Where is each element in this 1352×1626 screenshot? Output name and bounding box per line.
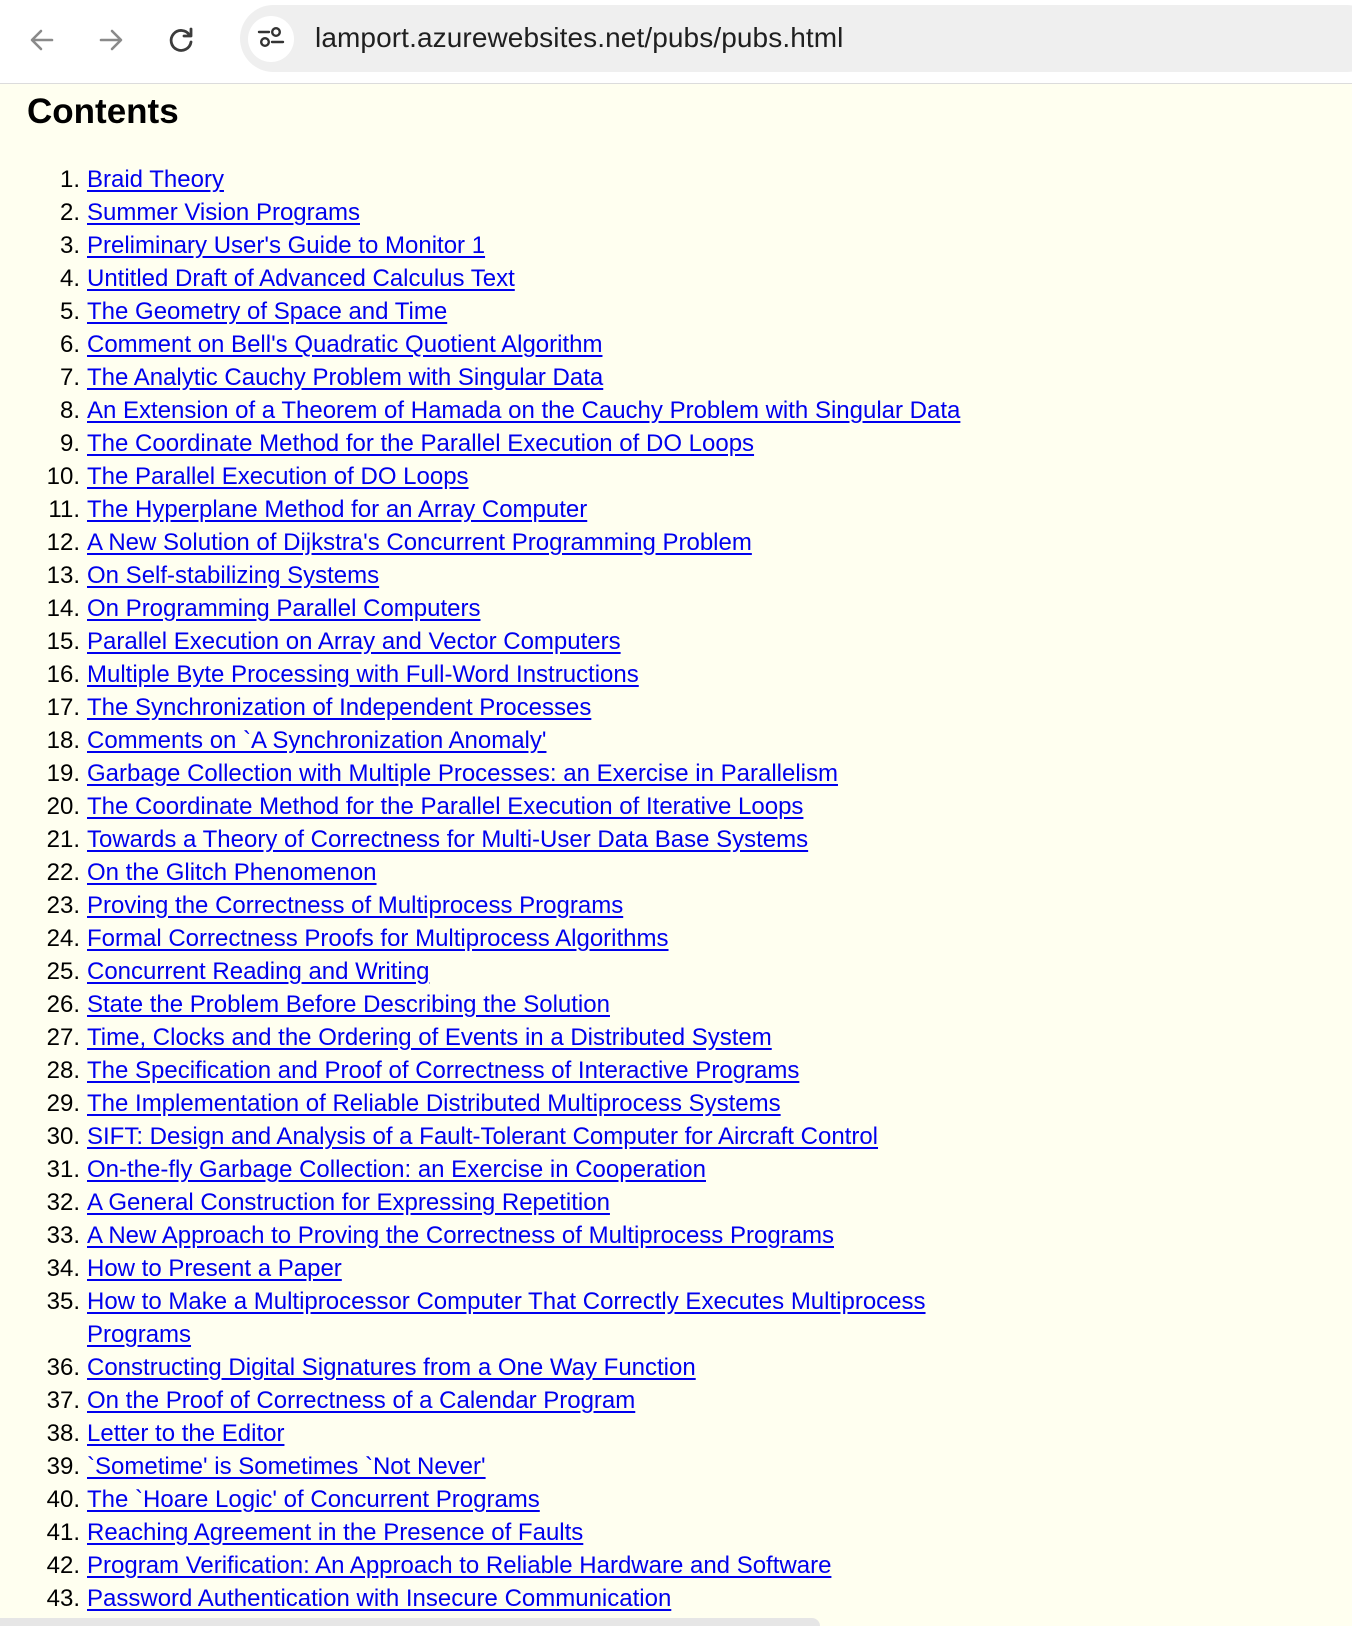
list-number: 41. <box>46 1519 80 1546</box>
tune-icon <box>257 25 285 54</box>
page-content <box>0 84 1352 1626</box>
list-item <box>0 1186 987 1219</box>
list-item <box>0 757 987 790</box>
list-item <box>0 229 987 262</box>
list-number: 6. <box>59 331 80 358</box>
publication-link[interactable]: The Synchronization of Independent Processes <box>87 694 592 721</box>
list-item <box>0 328 987 361</box>
reload-button[interactable] <box>159 18 203 62</box>
publication-list <box>0 163 987 1615</box>
list-number: 15. <box>46 628 80 655</box>
publication-link[interactable]: How to Present a Paper <box>87 1255 342 1282</box>
list-item <box>0 988 987 1021</box>
list-item <box>0 262 987 295</box>
list-number: 19. <box>46 760 80 787</box>
publication-link[interactable]: The Coordinate Method for the Parallel Execution of Iterative Loops <box>87 793 804 820</box>
list-item <box>0 1087 987 1120</box>
list-number: 43. <box>46 1585 80 1612</box>
publication-link[interactable]: On Self-stabilizing Systems <box>87 562 380 589</box>
list-item <box>0 724 987 757</box>
list-item <box>0 1582 987 1615</box>
list-number: 20. <box>46 793 80 820</box>
publication-link[interactable]: Concurrent Reading and Writing <box>87 958 430 985</box>
list-number: 9. <box>59 430 80 457</box>
list-number: 38. <box>46 1420 80 1447</box>
publication-link[interactable]: The Geometry of Space and Time <box>87 298 448 325</box>
list-item <box>0 1021 987 1054</box>
publication-link[interactable]: SIFT: Design and Analysis of a Fault-Tolerant Computer for Aircraft Control <box>87 1123 879 1150</box>
forward-button[interactable] <box>89 18 133 62</box>
list-number: 31. <box>46 1156 80 1183</box>
publication-link[interactable]: A New Solution of Dijkstra's Concurrent Programming Problem <box>87 529 752 556</box>
list-item <box>0 625 987 658</box>
publication-link[interactable]: A New Approach to Proving the Correctness of Multiprocess Programs <box>87 1222 834 1249</box>
list-item <box>0 1549 987 1582</box>
list-item <box>0 1483 987 1516</box>
publication-link[interactable]: Proving the Correctness of Multiprocess Programs <box>87 892 624 919</box>
list-item <box>0 1516 987 1549</box>
publication-link[interactable]: Summer Vision Programs <box>87 199 360 226</box>
publication-link[interactable]: The Hyperplane Method for an Array Computer <box>87 496 588 523</box>
list-number: 18. <box>46 727 80 754</box>
list-item <box>0 1153 987 1186</box>
list-number: 10. <box>46 463 80 490</box>
list-number: 23. <box>46 892 80 919</box>
publication-link[interactable]: On-the-fly Garbage Collection: an Exercise in Cooperation <box>87 1156 706 1183</box>
publication-link[interactable]: Garbage Collection with Multiple Processes: an Exercise in Parallelism <box>87 760 838 787</box>
list-item <box>0 526 987 559</box>
browser-toolbar <box>0 0 1352 84</box>
list-number: 36. <box>46 1354 80 1381</box>
list-item <box>0 163 987 196</box>
list-item <box>0 394 987 427</box>
list-number: 5. <box>59 298 80 325</box>
list-item <box>0 592 987 625</box>
list-number: 33. <box>46 1222 80 1249</box>
list-item <box>0 1054 987 1087</box>
list-number: 4. <box>59 265 80 292</box>
list-number: 34. <box>46 1255 80 1282</box>
publication-link[interactable]: Formal Correctness Proofs for Multiprocess Algorithms <box>87 925 669 952</box>
list-item <box>0 361 987 394</box>
address-bar[interactable] <box>240 5 1352 72</box>
list-number: 1. <box>59 166 80 193</box>
publication-link[interactable]: Comment on Bell's Quadratic Quotient Algorithm <box>87 331 603 358</box>
publication-link[interactable]: The `Hoare Logic' of Concurrent Programs <box>87 1486 540 1513</box>
publication-link[interactable]: A General Construction for Expressing Repetition <box>87 1189 610 1216</box>
list-item <box>0 1351 987 1384</box>
list-number: 40. <box>46 1486 80 1513</box>
publication-link[interactable]: Towards a Theory of Correctness for Multi-User Data Base Systems <box>87 826 809 853</box>
list-item <box>0 790 987 823</box>
publication-link[interactable]: Constructing Digital Signatures from a One Way Function <box>87 1354 696 1381</box>
list-item <box>0 955 987 988</box>
publication-link[interactable]: The Specification and Proof of Correctness of Interactive Programs <box>87 1057 800 1084</box>
list-item <box>0 1417 987 1450</box>
publication-link[interactable]: `Sometime' is Sometimes `Not Never' <box>87 1453 486 1480</box>
publication-link[interactable]: Parallel Execution on Array and Vector Computers <box>87 628 621 655</box>
list-item <box>0 823 987 856</box>
list-item <box>0 460 987 493</box>
list-item <box>0 196 987 229</box>
publication-link[interactable]: Letter to the Editor <box>87 1420 285 1447</box>
list-number: 28. <box>46 1057 80 1084</box>
publication-link[interactable]: Untitled Draft of Advanced Calculus Text <box>87 265 515 292</box>
list-item <box>0 1219 987 1252</box>
list-item <box>0 427 987 460</box>
list-number: 29. <box>46 1090 80 1117</box>
list-number: 8. <box>59 397 80 424</box>
list-item <box>0 1285 987 1351</box>
list-number: 13. <box>46 562 80 589</box>
list-item <box>0 658 987 691</box>
list-item <box>0 856 987 889</box>
publication-link[interactable]: Multiple Byte Processing with Full-Word Instructions <box>87 661 639 688</box>
list-number: 11. <box>48 496 80 523</box>
list-number: 24. <box>46 925 80 952</box>
publication-link[interactable]: On the Proof of Correctness of a Calendar Program <box>87 1387 636 1414</box>
list-number: 42. <box>46 1552 80 1579</box>
list-item <box>0 922 987 955</box>
publication-link[interactable]: How to Make a Multiprocessor Computer That Correctly Executes Multiprocess Programs <box>87 1288 926 1348</box>
arrow-left-icon <box>28 26 56 54</box>
publication-link[interactable]: Program Verification: An Approach to Reliable Hardware and Software <box>87 1552 832 1579</box>
horizontal-scrollbar[interactable] <box>0 1618 820 1626</box>
list-number: 26. <box>46 991 80 1018</box>
site-info-button[interactable] <box>248 16 294 62</box>
list-number: 12. <box>46 529 80 556</box>
list-number: 35. <box>46 1288 80 1315</box>
url-text[interactable]: lamport.azurewebsites.net/pubs/pubs.html <box>315 22 844 53</box>
list-number: 7. <box>59 364 80 391</box>
publication-link[interactable]: On Programming Parallel Computers <box>87 595 481 622</box>
list-number: 30. <box>46 1123 80 1150</box>
publication-link[interactable]: Password Authentication with Insecure Communication <box>87 1585 672 1612</box>
list-item <box>0 493 987 526</box>
back-button[interactable] <box>20 18 64 62</box>
publication-link[interactable]: Preliminary User's Guide to Monitor 1 <box>87 232 486 259</box>
list-item <box>0 1384 987 1417</box>
list-number: 14. <box>46 595 80 622</box>
list-item <box>0 1252 987 1285</box>
reload-icon <box>167 26 195 54</box>
list-number: 17. <box>46 694 80 721</box>
list-number: 3. <box>59 232 80 259</box>
list-number: 22. <box>46 859 80 886</box>
publication-link[interactable]: The Implementation of Reliable Distributed Multiprocess Systems <box>87 1090 781 1117</box>
list-item <box>0 889 987 922</box>
list-item <box>0 1120 987 1153</box>
list-number: 39. <box>46 1453 80 1480</box>
list-number: 21. <box>46 826 80 853</box>
publication-link[interactable]: The Coordinate Method for the Parallel Execution of DO Loops <box>87 430 755 457</box>
publication-link[interactable]: State the Problem Before Describing the Solution <box>87 991 610 1018</box>
publication-link[interactable]: Time, Clocks and the Ordering of Events in a Distributed System <box>87 1024 772 1051</box>
list-number: 16. <box>46 661 80 688</box>
publication-link[interactable]: The Analytic Cauchy Problem with Singular Data <box>87 364 604 391</box>
publication-link[interactable]: Reaching Agreement in the Presence of Faults <box>87 1519 584 1546</box>
publication-link[interactable]: Comments on `A Synchronization Anomaly' <box>87 727 547 754</box>
list-number: 2. <box>59 199 80 226</box>
list-number: 27. <box>46 1024 80 1051</box>
page-title: Contents <box>27 92 179 131</box>
publication-link[interactable]: An Extension of a Theorem of Hamada on the Cauchy Problem with Singular Data <box>87 397 961 424</box>
list-item <box>0 691 987 724</box>
list-item <box>0 559 987 592</box>
publication-link[interactable]: Braid Theory <box>87 166 224 193</box>
list-item <box>0 1450 987 1483</box>
publication-link[interactable]: The Parallel Execution of DO Loops <box>87 463 469 490</box>
publication-link[interactable]: On the Glitch Phenomenon <box>87 859 377 886</box>
list-number: 32. <box>46 1189 80 1216</box>
list-item <box>0 295 987 328</box>
list-number: 37. <box>46 1387 80 1414</box>
arrow-right-icon <box>97 26 125 54</box>
list-number: 25. <box>46 958 80 985</box>
